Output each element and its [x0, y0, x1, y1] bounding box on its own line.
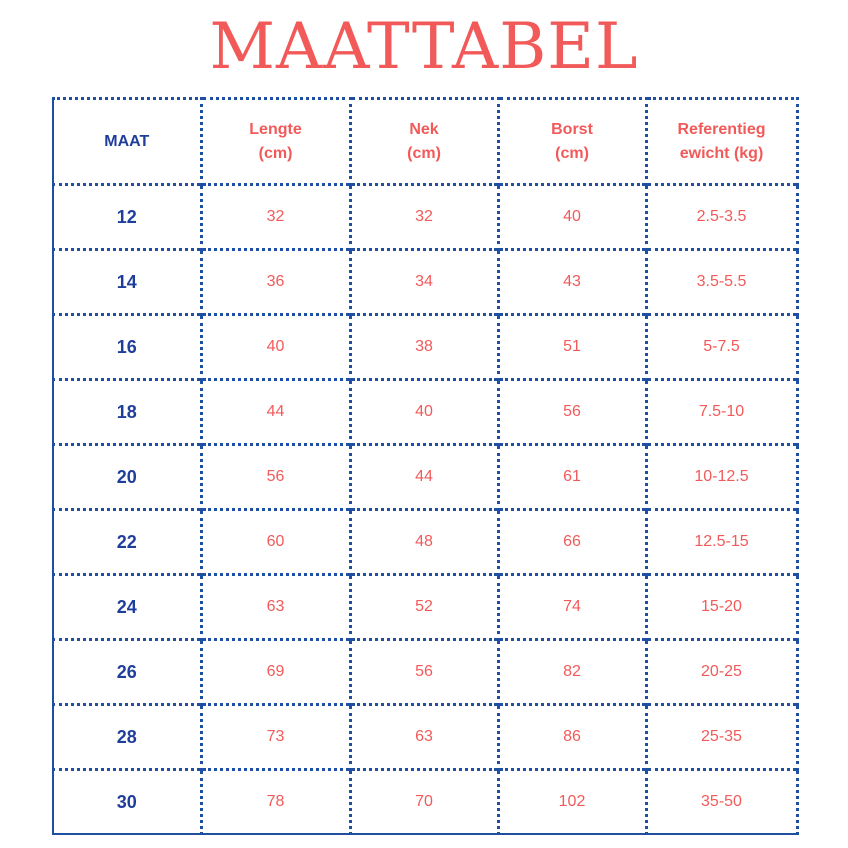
table-row	[53, 380, 797, 445]
page-title: MAATTABEL	[209, 10, 639, 84]
table-row	[53, 510, 797, 575]
header-referentiegewicht	[646, 99, 797, 185]
table-row	[53, 185, 797, 250]
lengte-cell: 40	[201, 315, 350, 380]
gewicht-cell: 7.5-10	[646, 380, 797, 445]
borst-cell: 86	[498, 705, 646, 770]
table-header-row	[53, 99, 797, 185]
lengte-cell: 73	[201, 705, 350, 770]
lengte-cell: 78	[201, 770, 350, 835]
lengte-cell: 32	[201, 185, 350, 250]
table-row	[53, 445, 797, 510]
nek-cell: 63	[350, 705, 498, 770]
maat-cell: 12	[53, 185, 201, 250]
table-row	[53, 770, 797, 835]
maat-cell: 14	[53, 250, 201, 315]
header-lengte-label: Lengte	[249, 120, 302, 138]
maat-cell: 24	[53, 575, 201, 640]
maat-cell: 30	[53, 770, 201, 835]
maat-cell: 20	[53, 445, 201, 510]
borst-cell: 102	[498, 770, 646, 835]
maat-cell: 16	[53, 315, 201, 380]
nek-cell: 70	[350, 770, 498, 835]
nek-cell: 32	[350, 185, 498, 250]
table-row	[53, 250, 797, 315]
header-nek-unit: (cm)	[407, 144, 441, 162]
table-row	[53, 705, 797, 770]
header-nek	[350, 99, 498, 185]
nek-cell: 56	[350, 640, 498, 705]
header-lengte	[201, 99, 350, 185]
lengte-cell: 36	[201, 250, 350, 315]
gewicht-cell: 20-25	[646, 640, 797, 705]
table-row	[53, 315, 797, 380]
gewicht-cell: 10-12.5	[646, 445, 797, 510]
lengte-cell: 44	[201, 380, 350, 445]
nek-cell: 38	[350, 315, 498, 380]
header-lengte-unit: (cm)	[258, 144, 293, 162]
borst-cell: 61	[498, 445, 646, 510]
nek-cell: 44	[350, 445, 498, 510]
gewicht-cell: 2.5-3.5	[646, 185, 797, 250]
nek-cell: 48	[350, 510, 498, 575]
gewicht-cell: 3.5-5.5	[646, 250, 797, 315]
gewicht-cell: 15-20	[646, 575, 797, 640]
lengte-cell: 56	[201, 445, 350, 510]
gewicht-cell: 5-7.5	[646, 315, 797, 380]
gewicht-cell: 35-50	[646, 770, 797, 835]
header-referentiegewicht-label: Referentieg	[677, 120, 766, 138]
maat-cell: 28	[53, 705, 201, 770]
table-row	[53, 640, 797, 705]
borst-cell: 82	[498, 640, 646, 705]
header-borst-label: Borst	[551, 120, 593, 138]
maat-cell: 18	[53, 380, 201, 445]
header-maat	[53, 99, 201, 185]
nek-cell: 52	[350, 575, 498, 640]
borst-cell: 66	[498, 510, 646, 575]
header-nek-label: Nek	[409, 120, 439, 138]
header-referentiegewicht-unit: ewicht (kg)	[679, 144, 764, 162]
borst-cell: 43	[498, 250, 646, 315]
lengte-cell: 63	[201, 575, 350, 640]
lengte-cell: 69	[201, 640, 350, 705]
borst-cell: 40	[498, 185, 646, 250]
maat-cell: 22	[53, 510, 201, 575]
lengte-cell: 60	[201, 510, 350, 575]
gewicht-cell: 12.5-15	[646, 510, 797, 575]
borst-cell: 56	[498, 380, 646, 445]
table-row	[53, 575, 797, 640]
maat-cell: 26	[53, 640, 201, 705]
header-borst-unit: (cm)	[555, 144, 589, 162]
borst-cell: 51	[498, 315, 646, 380]
borst-cell: 74	[498, 575, 646, 640]
nek-cell: 40	[350, 380, 498, 445]
nek-cell: 34	[350, 250, 498, 315]
size-chart-table	[52, 97, 799, 835]
gewicht-cell: 25-35	[646, 705, 797, 770]
header-maat-label: MAAT	[104, 132, 150, 150]
header-borst	[498, 99, 646, 185]
